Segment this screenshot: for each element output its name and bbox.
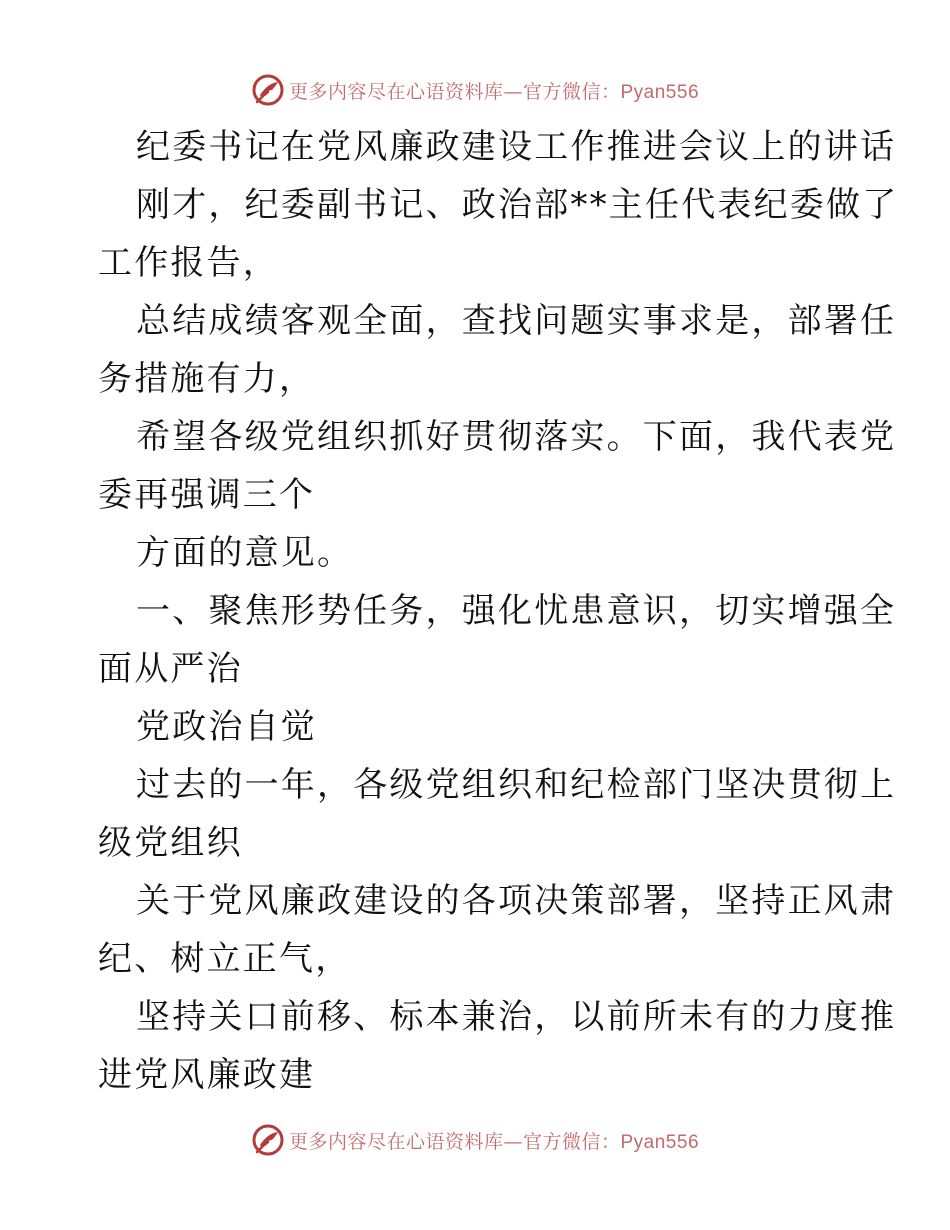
watermark-wechat-id: Pyan556 [620,1131,700,1153]
text-line: 过去的一年，各级党组织和纪检部门坚决贯彻上 [136,765,897,805]
text-line: 务措施有力， [98,359,316,399]
text-line: 希望各级党组织抓好贯彻落实。下面，我代表党 [136,417,897,457]
watermark-text: 更多内容尽在心语资料库—官方微信：Pyan556 [288,1130,700,1153]
text-line: 级党组织 [98,823,243,863]
pen-seal-logo-icon [251,73,285,107]
text-line: 工作报告， [98,243,279,283]
pen-seal-logo-icon [251,1123,285,1157]
text-line: 总结成绩客观全面，查找问题实事求是，部署任 [136,301,897,341]
text-line: 进党风廉政建 [98,1055,316,1095]
watermark-wechat-id: Pyan556 [620,81,700,103]
text-line: 方面的意见。 [136,533,354,573]
text-line: 纪、树立正气， [98,939,352,979]
text-line: 党政治自觉 [136,707,317,747]
text-line: 刚才，纪委副书记、政治部**主任代表纪委做了 [136,185,899,225]
text-line: 坚持关口前移、标本兼治，以前所未有的力度推 [136,997,897,1037]
text-line: 面从严治 [98,649,243,689]
footer-watermark [0,1120,950,1160]
header-watermark [0,70,950,110]
watermark-text: 更多内容尽在心语资料库—官方微信：Pyan556 [288,80,700,103]
text-line: 关于党风廉政建设的各项决策部署，坚持正风肃 [136,881,897,921]
document-body [98,118,899,1104]
text-line: 纪委书记在党风廉政建设工作推进会议上的讲话 [136,127,897,167]
text-line: 委再强调三个 [98,475,316,515]
text-line: 一、聚焦形势任务，强化忧患意识，切实增强全 [136,591,897,631]
